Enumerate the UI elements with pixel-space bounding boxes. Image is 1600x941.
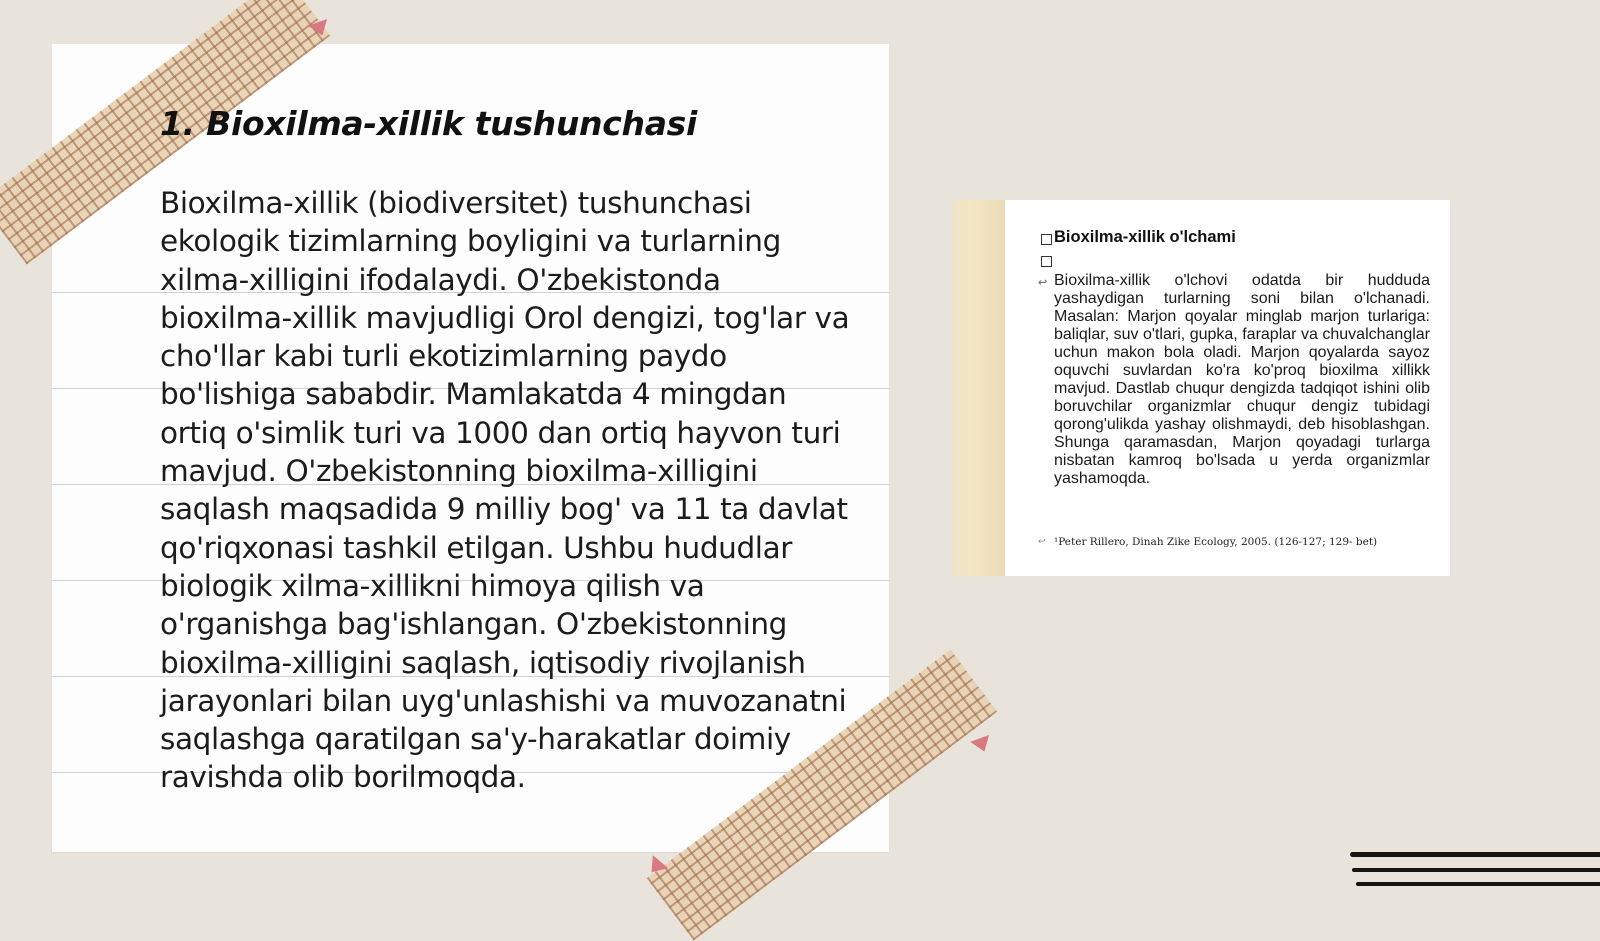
- brush-stroke: [1352, 868, 1600, 872]
- inset-heading: Bioxilma-xillik o'lchami: [1054, 228, 1236, 246]
- brush-stroke: [1350, 852, 1600, 857]
- inset-slide-image: [952, 200, 1450, 576]
- checkbox-square-icon: [1041, 256, 1052, 267]
- pushpin-icon: [970, 735, 994, 755]
- inset-side-strip: [952, 200, 1005, 576]
- arrow-bullet-icon: ↩: [1038, 537, 1046, 547]
- slide-title: 1. Bioxilma-xillik tushunchasi: [160, 104, 698, 143]
- checkbox-square-icon: [1041, 234, 1052, 245]
- inset-footnote: ¹Peter Rillero, Dinah Zike Ecology, 2005. (126-127; 129- bet): [1054, 536, 1378, 548]
- inset-paragraph: Bioxilma-xillik o'lchovi odatda bir hudduda yashaydigan turlarning soni bilan o'lchanadi. Masalan: Marjon qoyalar minglab marjon turlariga: baliqlar, suv o'tlari, gupka, faraplar va chuvalchanglar uchun makon bola oladi. Marjon qoyalarda sayoz oquvchi suvlardan ko'ra ko'proq bioxilma xillikk mavjud. Dastlab chuqur dengizda tadqiqot ishini olib boruvchilar organizmlar chuqur dengiz tubidagi qorong'ulikda yashay olishmaydi, deb hisoblashgan. Shunga qaramasdan, Marjon qoyadagi turlarga nisbatan kamroq bo'lsada u yerda organizmlar yashamoqda.: [1054, 272, 1430, 487]
- slide-body-text: Bioxilma-xillik (biodiversitet) tushunchasi ekologik tizimlarning boyligini va turlarning xilma-xilligini ifodalaydi. O'zbekistonda bioxilma-xillik mavjudligi Orol dengizi, tog'lar va cho'llar kabi turli ekotizimlarning paydo bo'lishiga sababdir. Mamlakatda 4 mingdan ortiq o'simlik turi va 1000 dan ortiq hayvon turi mavjud. O'zbekistonning bioxilma-xilligini saqlash maqsadida 9 milliy bog' va 11 ta davlat qo'riqxonasi tashkil etilgan. Ushbu hududlar biologik xilma-xillikni himoya qilish va o'rganishga bag'ishlangan. O'zbekistonning bioxilma-xilligini saqlash, iqtisodiy rivojlanish jarayonlari bilan uyg'unlashishi va muvozanatni saqlashga qaratilgan sa'y-harakatlar doimiy ravishda olib borilmoqda.: [160, 186, 850, 795]
- brush-stroke: [1356, 882, 1600, 886]
- arrow-bullet-icon: ↩: [1038, 276, 1048, 289]
